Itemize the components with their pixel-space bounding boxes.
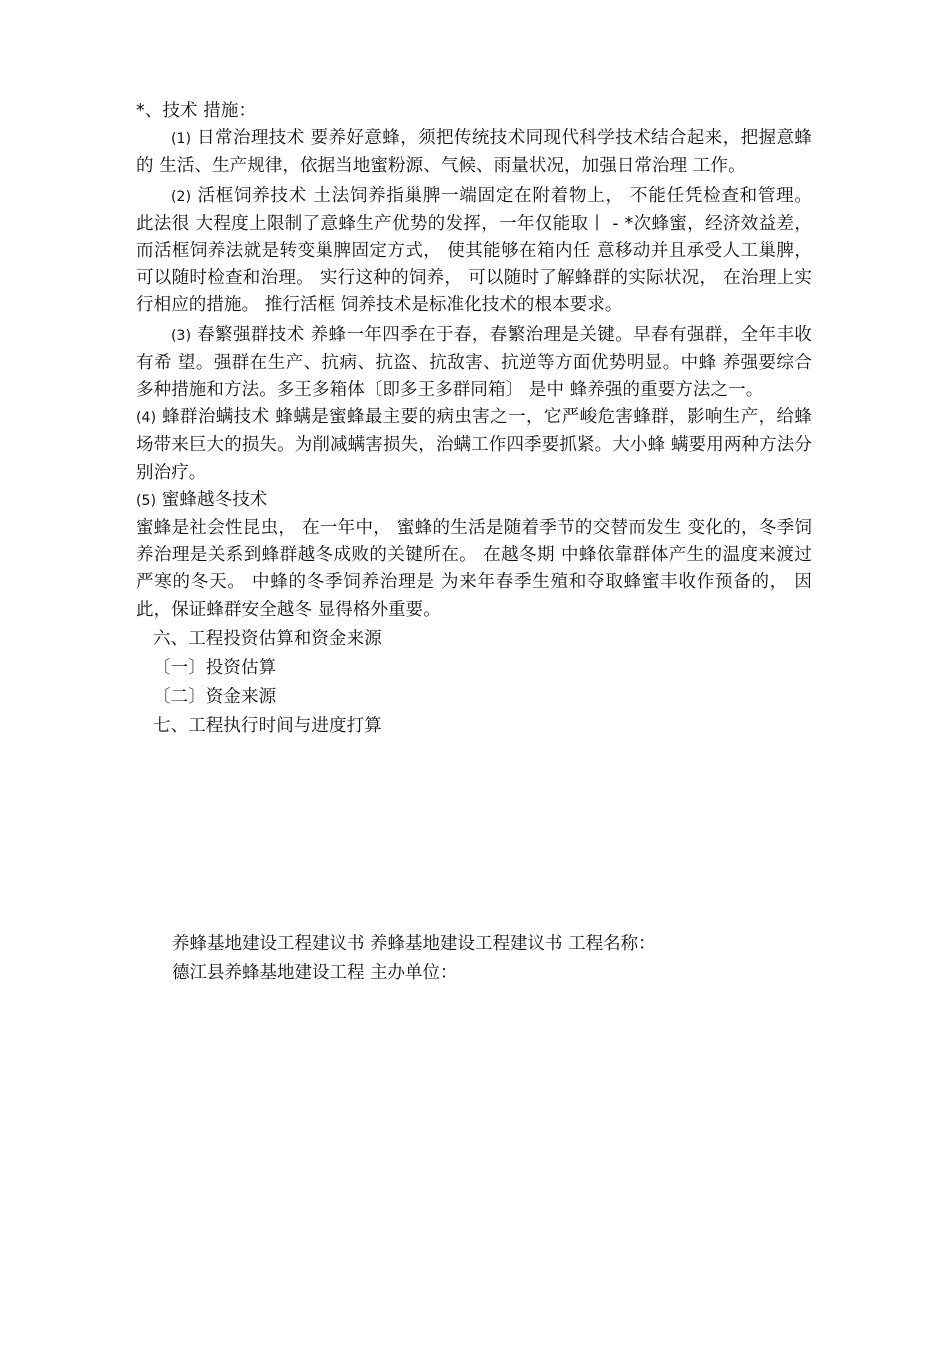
item-number: (4)	[136, 410, 157, 427]
item-text: 蜂群治螨技术 蜂螨是蜜蜂最主要的病虫害之一，它严峻危害蜂群，影响生产，给蜂 场带来巨大的损失。为削减螨害损失，治螨工作四季要抓紧。大小蜂 螨要用两种方法分别治疗。	[136, 407, 812, 483]
subsection-funding-source: 〔二〕资金来源	[153, 686, 277, 707]
subsection-investment-estimate: 〔一〕投资估算	[153, 657, 277, 678]
item-movable-frame	[136, 183, 812, 320]
item-number: (3)	[171, 327, 192, 344]
section-heading-schedule: 七、工程执行时间与进度打算	[153, 715, 382, 736]
item-text: 春繁强群技术 养蜂一年四季在于春，春繁治理是关键。早春有强群，全年丰收有希 望。强群在生产、抗病、抗盗、抗敌害、抗逆等方面优势明显。中蜂 养强要综合多种措施和方法。多王多箱体〔即多王多群同箱〕 是中 蜂养强的重要方法之一。	[136, 324, 812, 401]
main-text-block	[136, 98, 812, 741]
item-text: 蜜蜂越冬技术	[156, 489, 268, 510]
proposal-info-block	[172, 930, 812, 988]
item-mite-control	[136, 404, 812, 487]
item-text: 日常治理技术 要养好意蜂，须把传统技术同现代科学技术结合起来，把握意蜂的 生活、生产规律，依据当地蜜粉源、气候、雨量状况，加强日常治理 工作。	[136, 128, 812, 177]
item-number: (1)	[171, 131, 192, 148]
proposal-title-line: 养蜂基地建设工程建议书 养蜂基地建设工程建议书 工程名称：	[172, 934, 656, 954]
tech-measures-heading: *、技术 措施：	[136, 101, 257, 121]
section-heading-investment: 六、工程投资估算和资金来源	[153, 628, 382, 649]
wintering-paragraph: 蜜蜂是社会性昆虫， 在一年中， 蜜蜂的生活是随着季节的交替而发生 变化的，冬季饲养治理是关系到蜂群越冬成败的关键所在。 在越冬期 中蜂依靠群体产生的温度来渡过严寒的冬天。 中蜂的冬季饲养治理是 为来年春季生殖和夺取蜂蜜丰收作预备的， 因此，保证蜂群安全越冬 显得格外重要。	[136, 518, 812, 620]
item-spring-breeding	[136, 322, 812, 405]
item-wintering	[136, 487, 812, 515]
item-number: (5)	[136, 492, 157, 509]
proposal-project-line: 德江县养蜂基地建设工程 主办单位：	[172, 963, 458, 983]
item-text: 活框饲养技术 土法饲养指巢脾一端固定在附着物上， 不能任凭检查和管理。 此法很 大程度上限制了意蜂生产优势的发挥，一年仅能取丨 - *次蜂蜜，经济效益差， 而活框饲养法就是转变巢脾固定方式， 使其能够在箱内任 意移动并且承受人工巢脾， 可以随时检查和治理。 实行这种的饲养， 可以随时了解蜂群的实际状况， 在治理上实行相应的措施。 推行活框 饲养技术是标准化技术的根本要求。	[136, 185, 812, 316]
item-daily-management	[136, 125, 812, 180]
item-number: (2)	[171, 188, 192, 205]
section-list	[136, 625, 812, 741]
